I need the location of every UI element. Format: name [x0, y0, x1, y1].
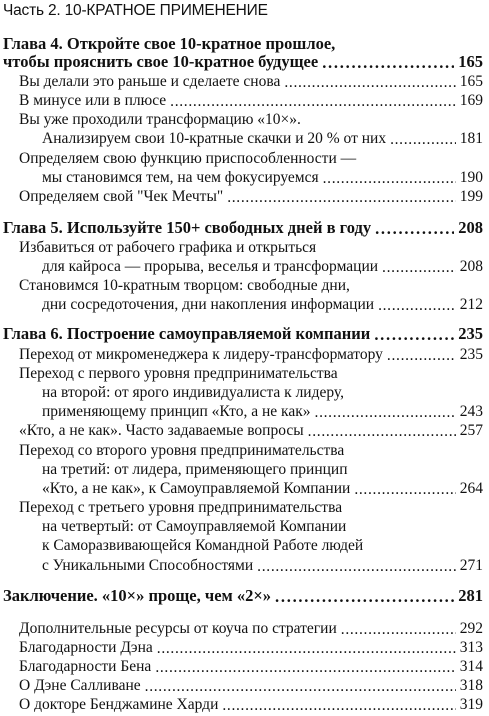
leader-dots — [341, 621, 456, 636]
toc-entry[interactable] — [19, 639, 483, 656]
leader-dots — [315, 404, 456, 419]
toc-entry-page: 243 — [459, 403, 483, 420]
leader-dots — [378, 297, 456, 312]
toc-entry-title-line-1: Переход со второго уровня предпринимательства — [19, 442, 345, 459]
toc-entry-page: 165 — [459, 73, 483, 90]
leader-dots — [322, 54, 454, 69]
conclusion-title: Заключение. «10×» проще, чем «2×» — [3, 586, 272, 605]
leader-dots — [145, 678, 456, 693]
chapter-5-title: Глава 5. Используйте 150+ свободных дней в году — [3, 218, 372, 237]
leader-dots — [375, 220, 454, 235]
leader-dots — [170, 93, 456, 108]
toc-entry[interactable] — [42, 557, 483, 574]
toc-entry[interactable] — [42, 130, 483, 147]
toc-entry-title-line-1: Переход с третьего уровня предпринимательства — [19, 499, 343, 516]
part-title: Часть 2. 10-КРАТНОЕ ПРИМЕНЕНИЕ — [3, 2, 268, 19]
toc-entry-title-line-4: с Уникальными Способностями — [42, 557, 254, 574]
chapter-4-entry[interactable] — [3, 53, 483, 70]
leader-dots — [390, 131, 456, 146]
toc-entry-title-line-3: применяющему принцип «Кто, а не как» — [42, 403, 311, 420]
toc-entry-page: 313 — [459, 639, 483, 656]
chapter-6-title: Глава 6. Построение самоуправляемой компании — [3, 324, 371, 343]
toc-entry-page: 169 — [459, 92, 483, 109]
toc-entry-page: 292 — [459, 620, 483, 637]
leader-dots — [374, 326, 454, 341]
toc-entry-title: Благодарности Бена — [19, 658, 152, 675]
toc-entry-page: 264 — [459, 480, 483, 497]
leader-dots — [257, 558, 456, 573]
toc-entry-page: 190 — [459, 169, 483, 186]
toc-entry-page: 319 — [459, 696, 483, 713]
toc-entry-title: Благодарности Дэна — [19, 639, 153, 656]
leader-dots — [308, 423, 456, 438]
toc-entry-title-line-2: дни сосредоточения, дни накопления информации — [42, 296, 375, 313]
toc-entry-page: 257 — [459, 422, 483, 439]
toc-entry[interactable] — [19, 188, 483, 205]
leader-dots — [155, 659, 455, 674]
toc-entry-title-line-1: Избавиться от рабочего графика и открыться — [19, 239, 317, 256]
toc-entry-page: 212 — [459, 296, 483, 313]
toc-entry-title-line-1: Вы уже проходили трансформацию «10×». — [19, 111, 301, 128]
toc-entry-title-line-3: «Кто, а не как», к Самоуправляемой Компании — [42, 480, 351, 497]
chapter-5-page: 208 — [458, 218, 483, 237]
leader-dots — [275, 588, 454, 603]
toc-entry[interactable] — [42, 169, 483, 186]
toc-entry-title-line-1: Определяем свою функцию приспособленности — — [19, 150, 357, 167]
toc-entry[interactable] — [19, 620, 483, 637]
toc-entry[interactable] — [19, 73, 483, 90]
toc-entry-title-line-3: к Саморазвивающейся Командной Работе людей — [42, 537, 364, 554]
chapter-6-entry[interactable] — [3, 325, 483, 342]
toc-entry-title-line-2: на третий: от лидера, применяющего принцип — [42, 461, 348, 478]
toc-entry-page: 235 — [459, 346, 483, 363]
chapter-5-entry[interactable] — [3, 219, 483, 236]
toc-entry-page: 314 — [459, 658, 483, 675]
toc-entry-title: Вы делали это раньше и сделаете снова — [19, 73, 281, 90]
toc-entry[interactable] — [42, 296, 483, 313]
toc-entry-title-line-1: Переход с первого уровня предпринимательства — [19, 365, 338, 382]
leader-dots — [382, 259, 456, 274]
leader-dots — [323, 170, 456, 185]
conclusion-page: 281 — [458, 586, 483, 605]
toc-entry-title-line-2: для кайроса — прорыва, веселья и трансформации — [42, 258, 379, 275]
toc-entry-page: 318 — [459, 677, 483, 694]
chapter-4-title-line-1: Глава 4. Откройте свое 10-кратное прошлое, — [3, 34, 336, 53]
toc-entry-title: Дополнительные ресурсы от коуча по стратегии — [19, 620, 337, 637]
toc-entry-title: «Кто, а не как». Часто задаваемые вопросы — [19, 422, 304, 439]
leader-dots — [222, 697, 455, 712]
toc-entry-title-line-2: на четвертый: от Самоуправляемой Компании — [42, 518, 347, 535]
toc-entry-page: 181 — [459, 130, 483, 147]
toc-entry[interactable] — [19, 422, 483, 439]
toc-entry-page: 208 — [459, 258, 483, 275]
toc-entry[interactable] — [42, 480, 483, 497]
toc-entry[interactable] — [42, 258, 483, 275]
leader-dots — [227, 189, 456, 204]
toc-entry-title-line-2: на второй: от ярого индивидуалиста к лидеру, — [42, 384, 344, 401]
toc-entry-title-line-1: Становимся 10-кратным творцом: свободные дни, — [19, 277, 350, 294]
conclusion-entry[interactable] — [3, 587, 483, 604]
leader-dots — [157, 640, 456, 655]
toc-entry[interactable] — [19, 92, 483, 109]
toc-entry[interactable] — [19, 677, 483, 694]
chapter-4-page: 165 — [458, 52, 483, 71]
chapter-4-title-line-2: чтобы прояснить свое 10-кратное будущее — [3, 52, 319, 71]
toc-entry[interactable] — [19, 696, 483, 713]
toc-entry-page: 199 — [459, 188, 483, 205]
toc-entry-title-line-2: мы становимся тем, на чем фокусируемся — [42, 169, 319, 186]
leader-dots — [354, 481, 455, 496]
toc-entry-title-line-2: Анализируем свои 10-кратные скачки и 20 % от них — [42, 130, 387, 147]
toc-entry-title: О докторе Бенджамине Харди — [19, 696, 219, 713]
toc-entry-title: О Дэне Салливане — [19, 677, 141, 694]
toc-entry[interactable] — [19, 658, 483, 675]
toc-entry-title: Определяем свой "Чек Мечты" — [19, 188, 224, 205]
chapter-6-page: 235 — [458, 324, 483, 343]
toc-entry-title: Переход от микроменеджера к лидеру-трансформатору — [19, 346, 383, 363]
toc-entry-title: В минусе или в плюсе — [19, 92, 167, 109]
toc-entry-page: 271 — [459, 557, 483, 574]
leader-dots — [284, 74, 455, 89]
leader-dots — [387, 347, 456, 362]
toc-entry[interactable] — [19, 346, 483, 363]
toc-entry[interactable] — [42, 403, 483, 420]
